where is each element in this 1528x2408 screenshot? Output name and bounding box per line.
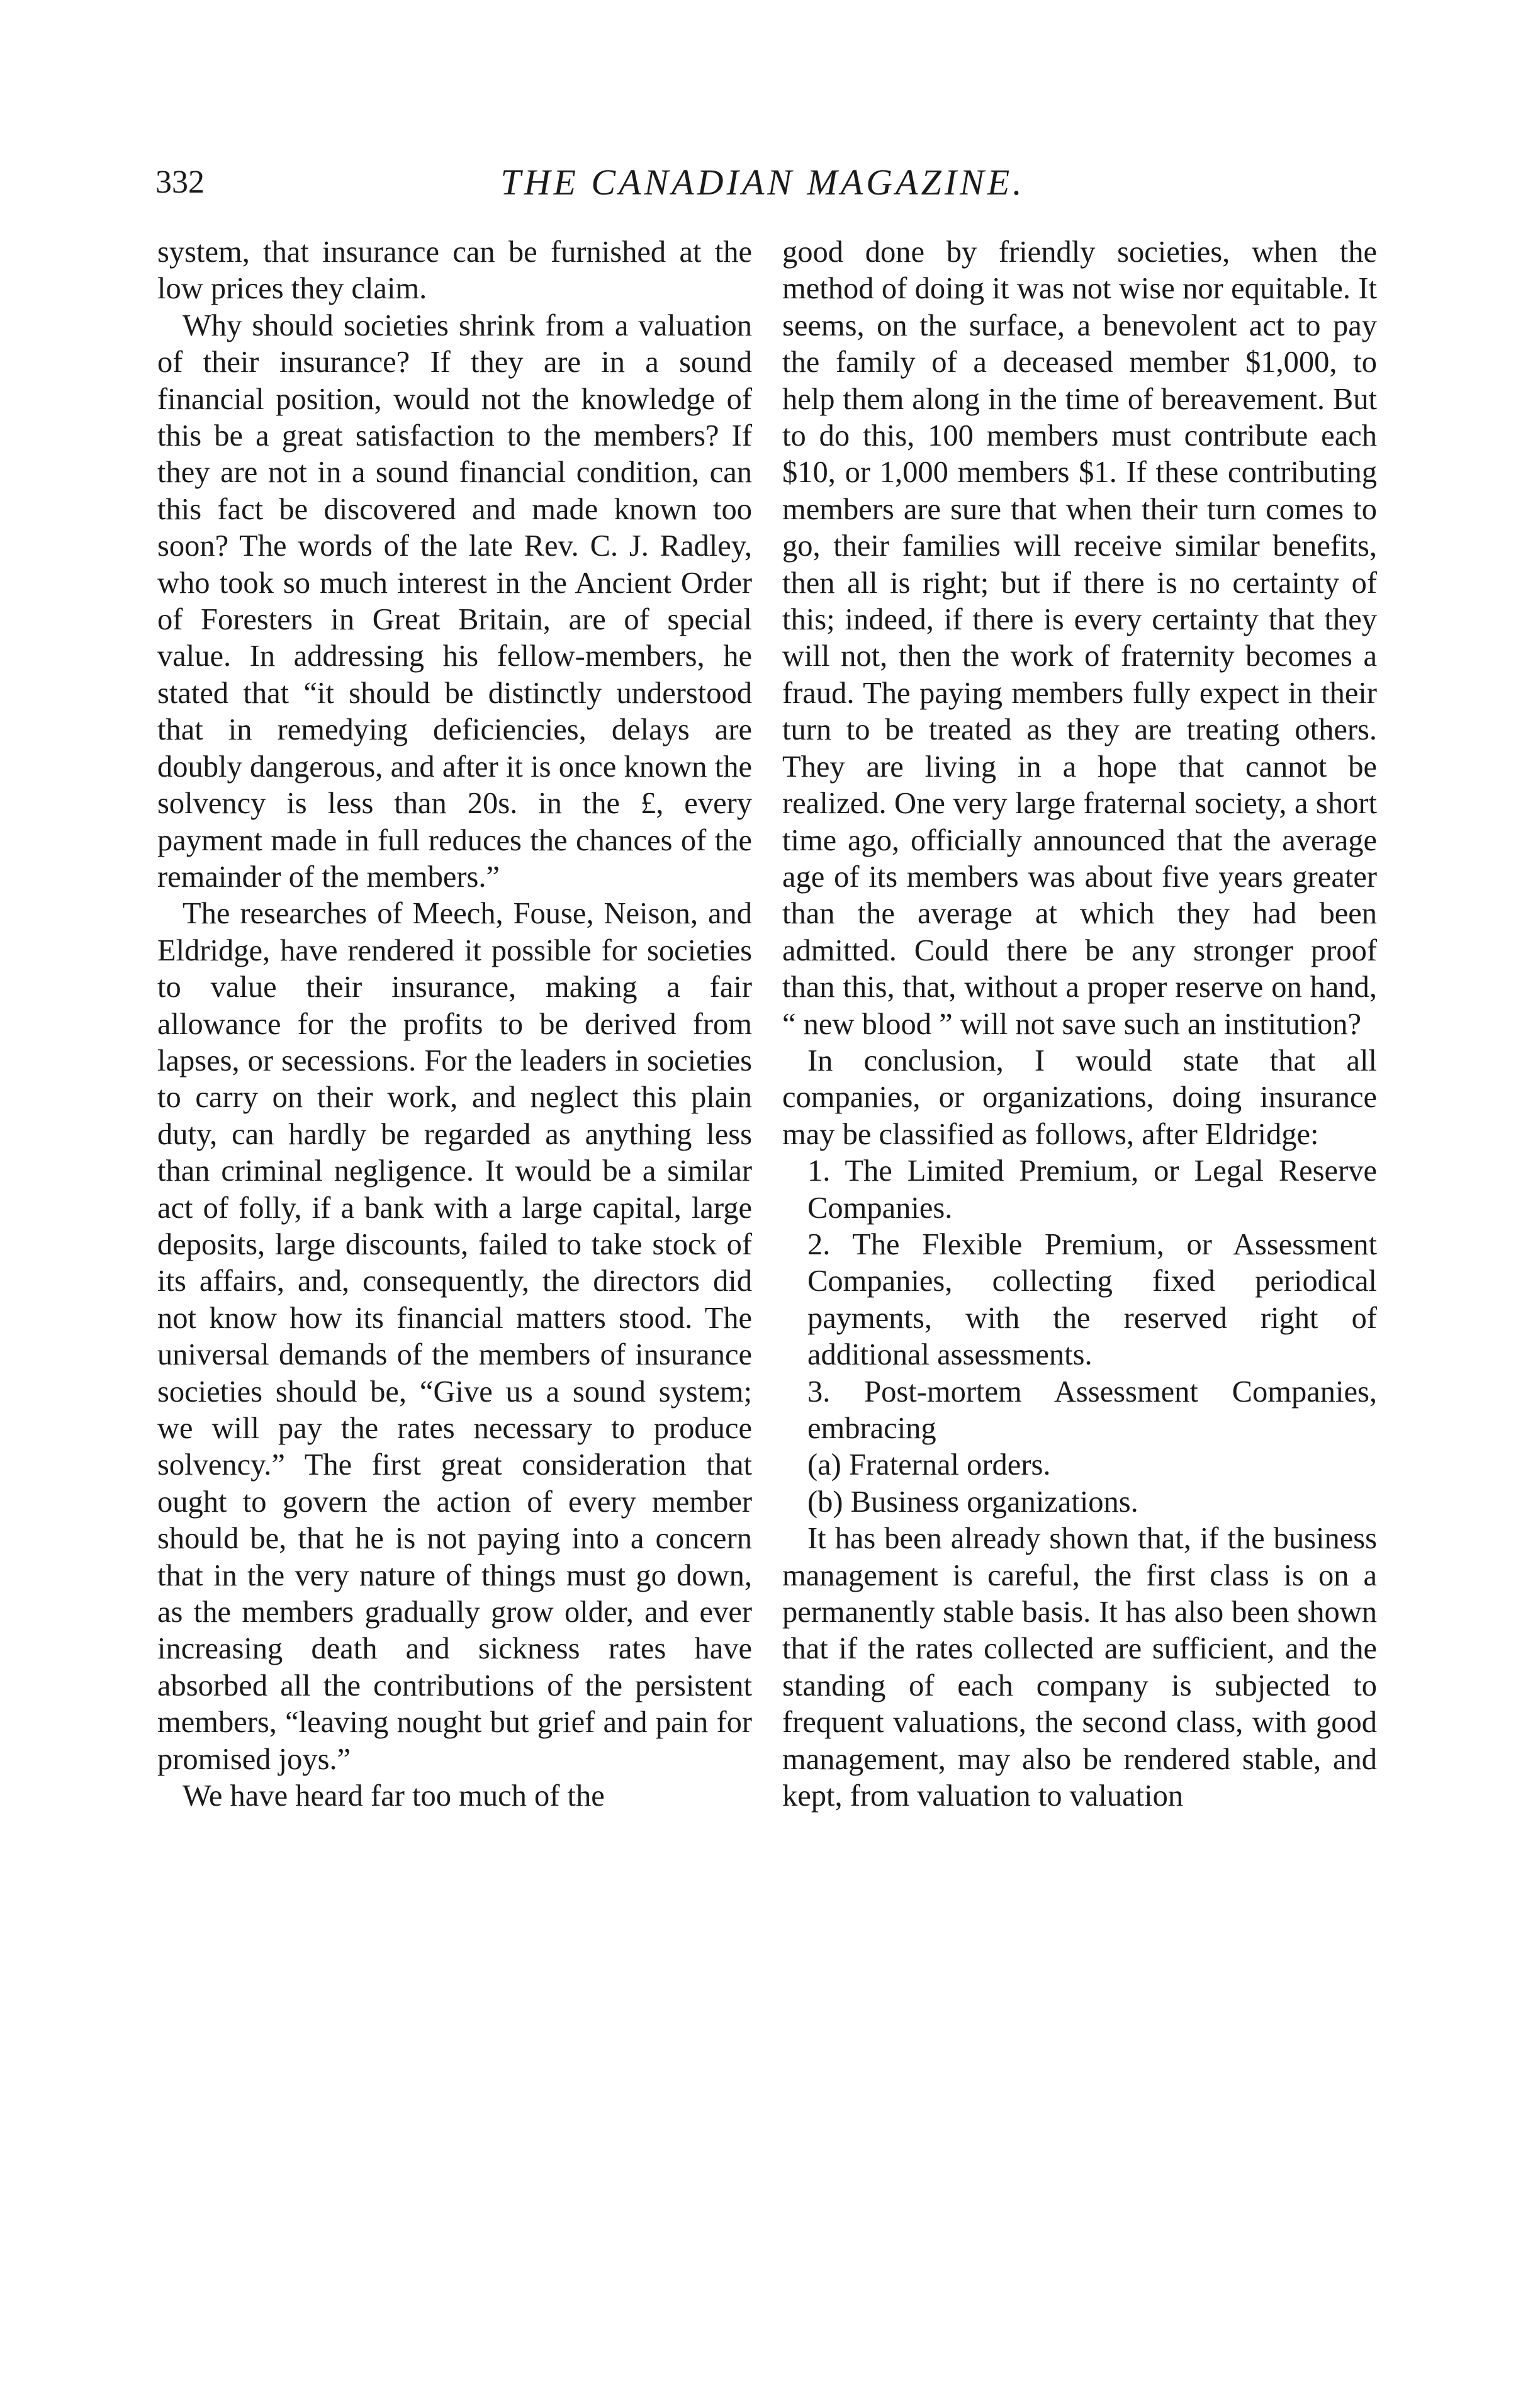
paragraph: The researches of Meech, Fouse, Neison, and Eldridge, have rendered it possible for societies to value their insurance, making a fair allowance for the profits to be derived from lapses, or secessions. For the leaders in societies to carry on their work, and neglect this plain duty, can hardly be regarded as anything less than criminal negligence. It would be a similar act of folly, if a bank with a large capital, large deposits, large discounts, failed to take stock of its affairs, and, consequently, the directors did not know how its financial matters stood. The universal demands of the members of insurance societies should be, “Give us a sound system; we will pay the rates necessary to produce solvency.” The first great consideration that ought to govern the action of every member should be, that he is not paying into a concern that in the very nature of things must go down, as the members gradually grow older, and ever increasing death and sickness rates have absorbed all the contributions of the persistent members, “leaving nought but grief and pain for promised joys.” (157, 897, 752, 1776)
running-title: THE CANADIAN MAGAZINE. (500, 162, 1025, 203)
paragraph: Why should societies shrink from a valuation of their insurance? If they are in a sound financial position, would not the knowledge of this be a great satisfaction to the members? If they are not in a sound financial condition, can this fact be discovered and made known too soon? The words of the late Rev. C. J. Radley, who took so much interest in the Ancient Order of Foresters in Great Britain, are of special value. In addressing his fellow-members, he stated that “it should be distinctly understood that in remedying deficiencies, delays are doubly dangerous, and after it is once known the solvency is less than 20s. in the £, every payment made in full reduces the chances of the remainder of the members.” (157, 308, 752, 894)
list-item: 1. The Limited Premium, or Legal Reserve Companies. (807, 1154, 1377, 1225)
left-column (157, 234, 752, 1814)
list-subitem: (b) Business organizations. (807, 1485, 1138, 1519)
paragraph: In conclusion, I would state that all companies, or organizations, doing insurance may be classified as follows, after Eldridge: (782, 1044, 1377, 1151)
page-number: 332 (155, 164, 205, 200)
page-header (155, 157, 1370, 208)
paragraph: good done by friendly societies, when the method of doing it was not wise nor equitable. It seems, on the surface, a benevolent act to pay the family of a deceased member $1,000, to help them along in the time of bereavement. But to do this, 100 members must contribute each $10, or 1,000 members $1. If these contributing members are sure that when their turn comes to go, their families will receive similar benefits, then all is right; but if there is no certainty of this; indeed, if there is every certainty that they will not, then the work of fraternity becomes a fraud. The paying members fully expect in their turn to be treated as they are treating others. They are living in a hope that cannot be realized. One very large fraternal society, a short time ago, officially announced that the average age of its members was about five years greater than the average at which they had been admitted. Could there be any stronger proof than this, that, without a proper reserve on hand, “ new blood ” will not save such an institution? (782, 235, 1377, 1041)
list-item: 2. The Flexible Premium, or Assessment Companies, collecting fixed periodical payments, with the reserved right of additional assessments. (807, 1227, 1377, 1372)
paragraph: We have heard far too much of the (183, 1779, 605, 1813)
list-subitem: (a) Fraternal orders. (807, 1448, 1051, 1482)
right-column (782, 234, 1377, 1814)
paragraph: It has been already shown that, if the business management is careful, the first class is on a permanently stable basis. It has also been shown that if the rates collected are sufficient, and the standing of each company is subjected to frequent valuations, the second class, with good management, may also be rendered stable, and kept, from valuation to valuation (782, 1522, 1377, 1813)
paragraph: system, that insurance can be furnished at the low prices they claim. (157, 235, 752, 306)
list-item: 3. Post-mortem Assessment Companies, embracing (807, 1375, 1377, 1445)
